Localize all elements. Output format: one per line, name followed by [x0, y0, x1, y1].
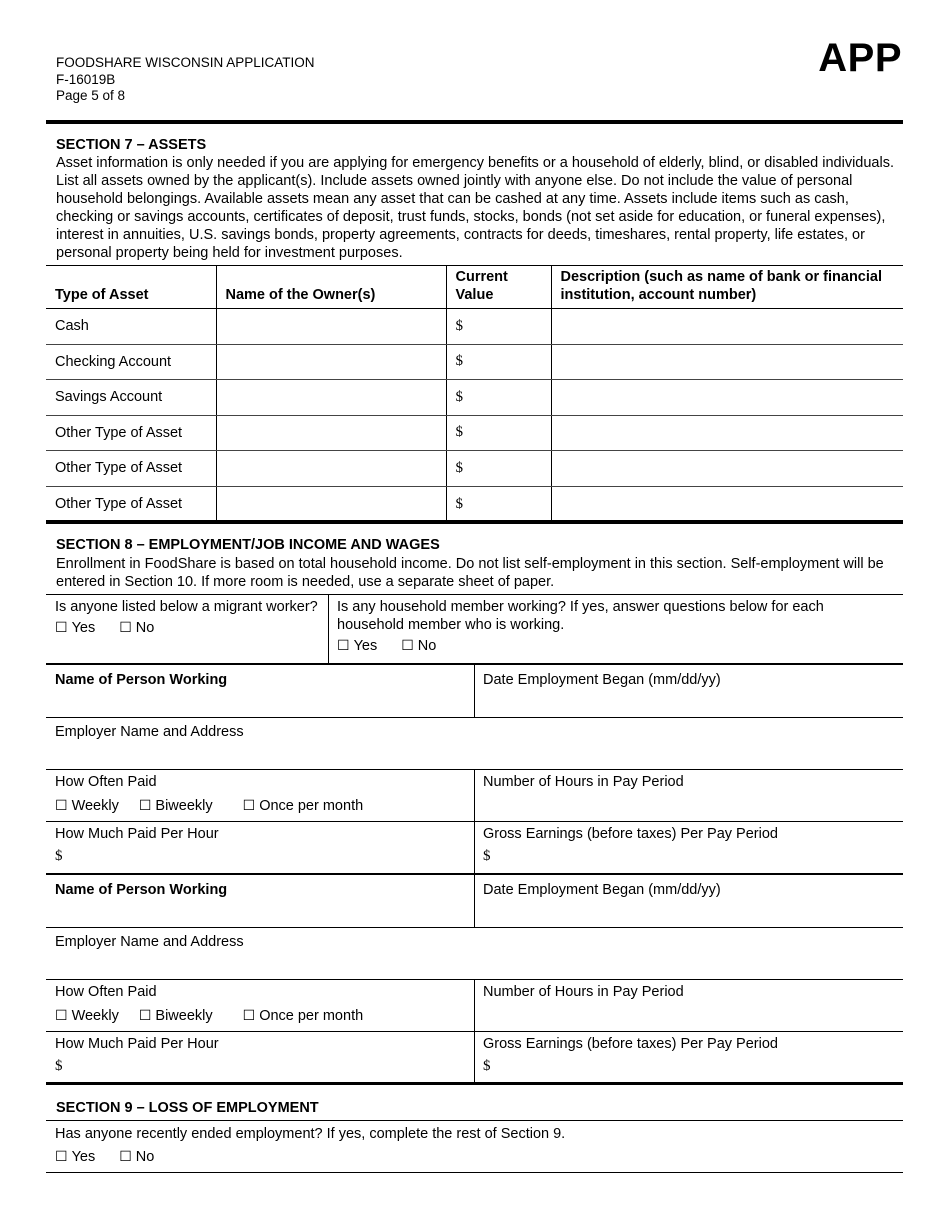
checkbox-icon: ☐: [401, 638, 414, 654]
loss-of-employment-question: Has anyone recently ended employment? If yes, complete the rest of Section 9. ☐ Yes ☐ No: [55, 1126, 566, 1165]
person-2-name-field[interactable]: Name of Person Working: [55, 882, 228, 898]
working-no-checkbox[interactable]: ☐ No: [401, 638, 437, 654]
asset-type: Other Type of Asset: [46, 451, 216, 487]
migrant-yes-checkbox[interactable]: ☐ Yes: [55, 620, 96, 636]
col-current-value: Current Value: [446, 266, 551, 309]
value-field[interactable]: $: [446, 415, 551, 451]
table-row: [46, 344, 903, 380]
weekly-checkbox[interactable]: ☐ Weekly: [55, 798, 119, 814]
description-field[interactable]: [551, 344, 903, 380]
person-1-employer-field[interactable]: Employer Name and Address: [55, 724, 244, 740]
migrant-worker-question: Is anyone listed below a migrant worker? ☐ Yes ☐ No: [55, 599, 318, 636]
person-2-employer-field[interactable]: Employer Name and Address: [55, 934, 244, 950]
person-1-hours-field[interactable]: Number of Hours in Pay Period: [483, 774, 684, 790]
section-8-instructions: Enrollment in FoodShare is based on total household income. Do not list self-employment in this section. Self-employment will be entered in Section 10. If more room is needed, use a separate sheet of paper.: [56, 556, 884, 590]
person-1-date-field[interactable]: Date Employment Began (mm/dd/yy): [483, 672, 721, 688]
biweekly-checkbox[interactable]: ☐ Biweekly: [138, 1008, 213, 1024]
person-1-how-often-paid: How Often Paid ☐ Weekly ☐ Biweekly ☐ Once per month: [55, 774, 364, 814]
divider: [46, 520, 903, 524]
form-title: FOODSHARE WISCONSIN APPLICATION: [56, 55, 315, 70]
value-field[interactable]: $: [446, 309, 551, 345]
checkbox-icon: ☐: [55, 798, 68, 814]
table-row: [46, 415, 903, 451]
description-field[interactable]: [551, 451, 903, 487]
divider: [46, 1082, 903, 1085]
owner-field[interactable]: [216, 451, 446, 487]
owner-field[interactable]: [216, 486, 446, 522]
biweekly-checkbox[interactable]: ☐ Biweekly: [138, 798, 213, 814]
value-field[interactable]: $: [446, 380, 551, 416]
table-row: [46, 486, 903, 522]
checkbox-icon: ☐: [242, 1008, 256, 1024]
page-number: Page 5 of 8: [56, 88, 126, 103]
table-row: [46, 451, 903, 487]
checkbox-icon: ☐: [55, 1008, 68, 1024]
assets-table: [46, 265, 903, 522]
person-2-hours-field[interactable]: Number of Hours in Pay Period: [483, 984, 684, 1000]
household-working-question: Is any household member working? If yes, answer questions below for each household member who is working. ☐ Yes ☐ No: [337, 599, 824, 654]
migrant-no-checkbox[interactable]: ☐ No: [119, 620, 155, 636]
asset-type: Checking Account: [46, 344, 216, 380]
monthly-checkbox[interactable]: ☐ Once per month: [242, 1008, 364, 1024]
person-1-gross-field[interactable]: Gross Earnings (before taxes) Per Pay Period $: [483, 826, 778, 864]
section-7-instructions: Asset information is only needed if you are applying for emergency benefits or a household of elderly, blind, or disabled individuals. List all assets owned by the applicant(s). Include assets owned jointly with anyone else. Do not include the value of personal household belongings. Available assets mean any asset that can be cashed at any time. Assets include items such as cash, checking or savings accounts, certificates of deposit, trust funds, stocks, bonds (not set aside for education, or funeral expenses), interest in annuities, U.S. savings bonds, property agreements, contracts for deeds, timeshares, rental property, life estates, or personal property being held for investment purposes.: [56, 155, 894, 261]
owner-field[interactable]: [216, 344, 446, 380]
section-7-title: SECTION 7 – ASSETS: [56, 137, 207, 153]
person-1-per-hour-field[interactable]: How Much Paid Per Hour $: [55, 826, 219, 864]
value-field[interactable]: $: [446, 451, 551, 487]
value-field[interactable]: $: [446, 344, 551, 380]
person-2-date-field[interactable]: Date Employment Began (mm/dd/yy): [483, 882, 721, 898]
description-field[interactable]: [551, 486, 903, 522]
owner-field[interactable]: [216, 309, 446, 345]
asset-type: Savings Account: [46, 380, 216, 416]
description-field[interactable]: [551, 380, 903, 416]
form-header: [56, 55, 315, 105]
section-9-title: SECTION 9 – LOSS OF EMPLOYMENT: [56, 1100, 319, 1116]
col-owner: Name of the Owner(s): [216, 266, 446, 309]
checkbox-icon: ☐: [242, 798, 256, 814]
weekly-checkbox[interactable]: ☐ Weekly: [55, 1008, 119, 1024]
description-field[interactable]: [551, 415, 903, 451]
checkbox-icon: ☐: [138, 1008, 152, 1024]
asset-type: Cash: [46, 309, 216, 345]
checkbox-icon: ☐: [119, 1149, 132, 1165]
col-type-of-asset: Type of Asset: [46, 266, 216, 309]
checkbox-icon: ☐: [119, 620, 132, 636]
checkbox-icon: ☐: [55, 1149, 68, 1165]
form-number: F-16019B: [56, 71, 116, 87]
monthly-checkbox[interactable]: ☐ Once per month: [242, 798, 364, 814]
checkbox-icon: ☐: [55, 620, 68, 636]
app-badge: APP: [818, 36, 902, 80]
checkbox-icon: ☐: [337, 638, 350, 654]
col-description: Description (such as name of bank or financial institution, account number): [551, 266, 903, 309]
working-yes-checkbox[interactable]: ☐ Yes: [337, 638, 378, 654]
asset-type: Other Type of Asset: [55, 496, 183, 512]
owner-field[interactable]: [216, 415, 446, 451]
person-2-how-often-paid: How Often Paid ☐ Weekly ☐ Biweekly ☐ Once per month: [55, 984, 364, 1024]
loss-no-checkbox[interactable]: ☐ No: [119, 1149, 155, 1165]
asset-type: Other Type of Asset: [46, 415, 216, 451]
owner-field[interactable]: [216, 380, 446, 416]
section-8-title: SECTION 8 – EMPLOYMENT/JOB INCOME AND WAGES: [56, 537, 440, 553]
description-field[interactable]: [551, 309, 903, 345]
table-row: [46, 309, 903, 345]
person-2-per-hour-field[interactable]: How Much Paid Per Hour $: [55, 1036, 219, 1074]
person-2-gross-field[interactable]: Gross Earnings (before taxes) Per Pay Period $: [483, 1036, 778, 1074]
loss-yes-checkbox[interactable]: ☐ Yes: [55, 1149, 96, 1165]
value-field[interactable]: $: [446, 486, 551, 522]
divider: [46, 120, 903, 124]
divider: [46, 1172, 903, 1173]
table-row: [46, 380, 903, 416]
person-1-name-field[interactable]: Name of Person Working: [55, 672, 228, 688]
checkbox-icon: ☐: [138, 798, 152, 814]
